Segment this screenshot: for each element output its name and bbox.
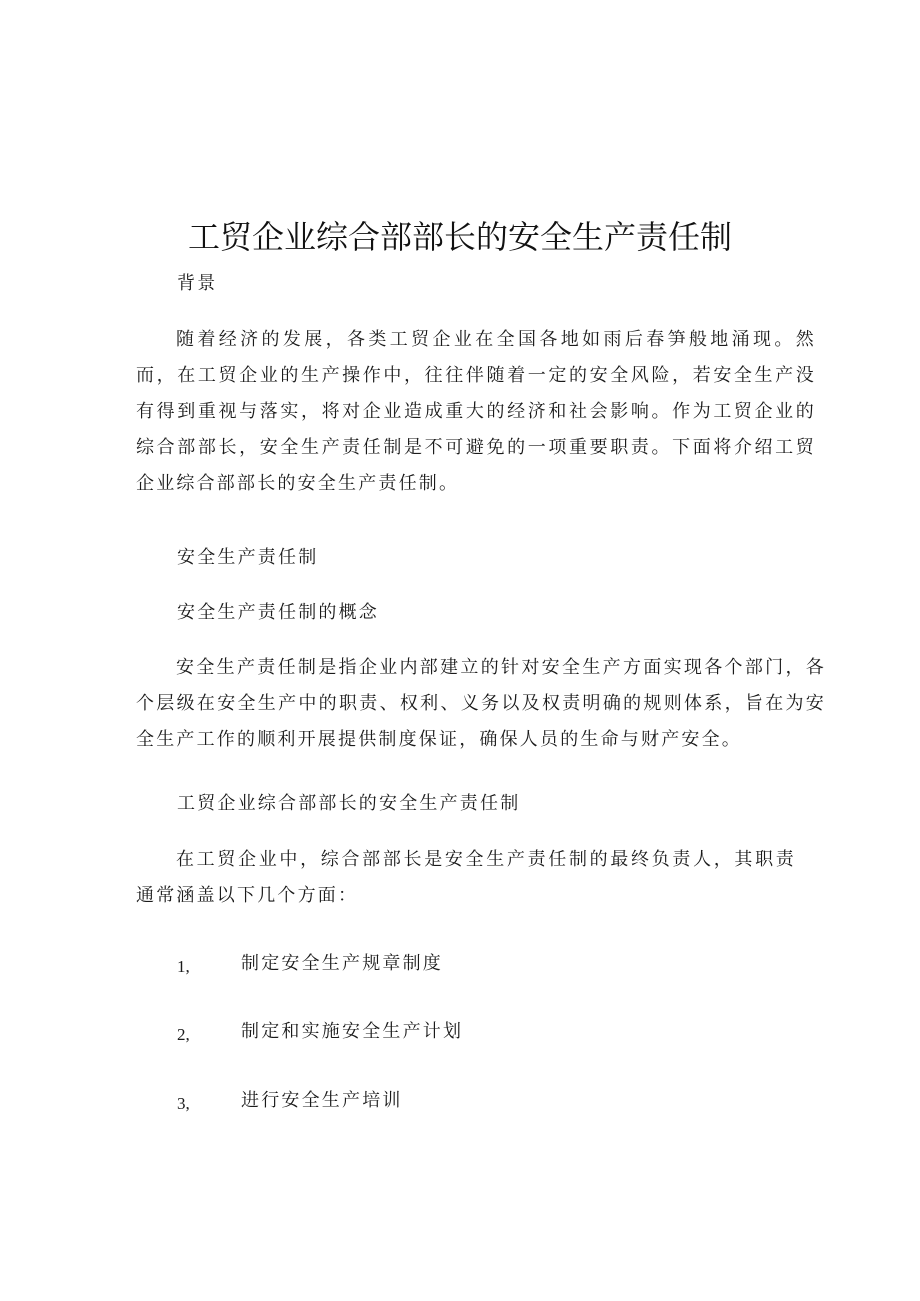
- minister-paragraph: 在工贸企业中，综合部部长是安全生产责任制的最终负责人，其职责通常涵盖以下几个方面：: [136, 849, 796, 906]
- list-item-number: 3,: [177, 1094, 190, 1113]
- background-paragraph: 随着经济的发展，各类工贸企业在全国各地如雨后春笋般地涌现。然而，在工贸企业的生产操作中，往往伴随着一定的安全风险，若安全生产没有得到重视与落实，将对企业造成重大的经济和社会影响。作为工贸企业的综合部部长，安全生产责任制是不可避免的一项重要职责。下面将介绍工贸企业综合部部长的安全生产责任制。: [136, 329, 816, 494]
- list-item-number: 1,: [177, 957, 190, 976]
- list-item-text: 制定和实施安全生产计划: [241, 1021, 464, 1042]
- system-heading: 安全生产责任制: [177, 547, 319, 568]
- list-item-text: 制定安全生产规章制度: [241, 953, 443, 974]
- list-item-number: 2,: [177, 1025, 190, 1044]
- concept-heading: 安全生产责任制的概念: [177, 602, 379, 623]
- document-title: 工贸企业综合部部长的安全生产责任制: [187, 218, 732, 256]
- list-item-text: 进行安全生产培训: [241, 1090, 403, 1111]
- minister-heading: 工贸企业综合部部长的安全生产责任制: [177, 793, 521, 814]
- background-heading: 背景: [177, 273, 218, 294]
- concept-paragraph: 安全生产责任制是指企业内部建立的针对安全生产方面实现各个部门，各个层级在安全生产中的职责、权利、义务以及权责明确的规则体系，旨在为安全生产工作的顺利开展提供制度保证，确保人员的生命与财产安全。: [136, 657, 826, 750]
